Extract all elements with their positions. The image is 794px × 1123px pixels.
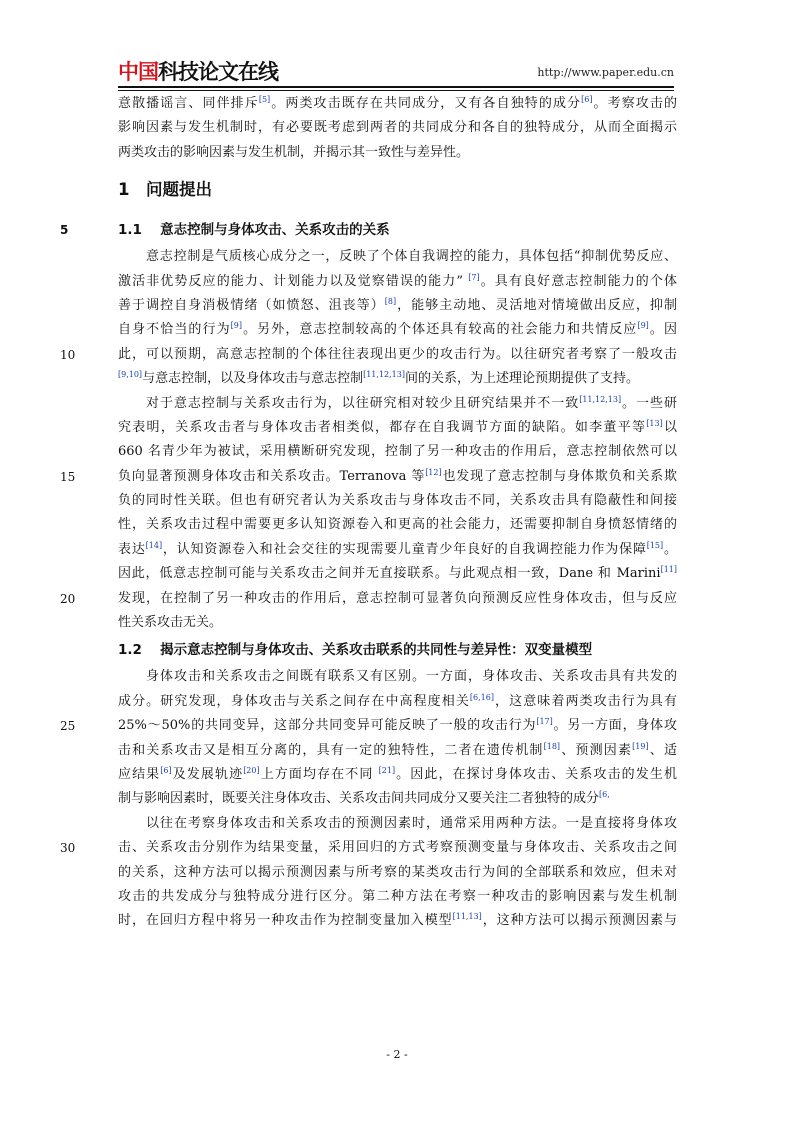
citation-ref[interactable]: [15] bbox=[646, 540, 664, 550]
citation-ref[interactable]: [9] bbox=[230, 321, 243, 331]
citation-ref[interactable]: [21] bbox=[378, 765, 396, 775]
text-run: 身体攻击和关系攻击之间既有联系又有区别。一方面，身体攻击、关系攻击具有共发的 bbox=[146, 669, 677, 685]
text-run: 影响因素与发生机制时，有必要既考虑到两者的共同成分和各自的独特成分，从而全面揭示 bbox=[118, 120, 677, 136]
citation-ref[interactable]: [19] bbox=[632, 741, 649, 751]
text-line bbox=[118, 270, 677, 294]
text-run: 。 bbox=[663, 541, 677, 557]
text-line bbox=[118, 392, 677, 416]
page-number: - 2 - bbox=[386, 1048, 408, 1061]
text-line bbox=[118, 611, 677, 635]
text-run: ，这意味着两类攻击行为具有 bbox=[493, 693, 677, 709]
text-run: 性，关系攻击过程中需要更多认知资源卷入和更高的社会能力，还需要抑制自身愤怒情绪的 bbox=[118, 517, 677, 533]
site-logo bbox=[118, 60, 278, 84]
text-line bbox=[118, 141, 677, 165]
text-run: ，能够主动地、灵活地对情境做出反应，抑制 bbox=[396, 297, 677, 313]
header-rule-thick bbox=[118, 86, 674, 88]
text-run: 间的关系，为上述理论预期提供了支持。 bbox=[404, 371, 639, 387]
citation-ref[interactable]: [20] bbox=[243, 765, 260, 775]
citation-ref[interactable]: [11,13] bbox=[452, 912, 482, 922]
text-run: 意散播谣言、同伴排斥 bbox=[118, 96, 259, 111]
text-line bbox=[60, 836, 677, 860]
text-run: 与意志控制，以及身体攻击与意志控制 bbox=[142, 371, 364, 387]
text-run: ，这种方法可以揭示预测因素与 bbox=[481, 913, 677, 929]
text-line bbox=[118, 245, 677, 269]
text-run: 制与影响因素时，既要关注身体攻击、关系攻击间共同成分又要关注二者独特的成分 bbox=[118, 791, 600, 807]
text-line bbox=[118, 318, 677, 342]
text-run: 负的同时性关联。但也有研究者认为关系攻击与身体攻击不同，关系攻击具有隐蔽性和间接 bbox=[118, 493, 677, 509]
citation-ref[interactable]: [14] bbox=[145, 540, 163, 550]
citation-ref[interactable]: [6,16] bbox=[469, 692, 494, 702]
text-line bbox=[118, 739, 677, 763]
citation-ref[interactable]: [7] bbox=[468, 272, 480, 282]
text-line bbox=[118, 538, 677, 562]
text-line bbox=[60, 465, 677, 489]
text-run: 。考察攻击的 bbox=[592, 96, 677, 111]
text-run: ，认知资源卷入和社会交往的实现需要儿童青少年良好的自我调控能力作为保障 bbox=[162, 541, 647, 557]
citation-ref[interactable]: [11,12,13] bbox=[579, 394, 622, 404]
text-line bbox=[118, 489, 677, 513]
text-line bbox=[118, 861, 677, 885]
text-run: 击和关系攻击又是相互分离的，具有一定的独特性，二者在遗传机制 bbox=[118, 742, 544, 758]
text-run: 。另一方面，身体攻 bbox=[552, 718, 677, 734]
text-run: 1.2 揭示意志控制与身体攻击、关系攻击联系的共同性与差异性：双变量模型 bbox=[118, 642, 593, 659]
text-line bbox=[118, 787, 677, 811]
text-run: 。因 bbox=[648, 322, 677, 338]
text-run: 。因此，在探讨身体攻击、关系攻击的发生机 bbox=[395, 766, 677, 782]
citation-ref[interactable]: [6, bbox=[599, 790, 610, 800]
text-run: 及发展轨迹 bbox=[171, 766, 244, 782]
text-run: 究表明，关系攻击者与身体攻击者相类似，都存在自我调节方面的缺陷。如李董平等 bbox=[118, 419, 647, 435]
text-run: 对于意志控制与关系攻击行为，以往研究相对较少且研究结果并不一致 bbox=[146, 395, 580, 411]
text-line bbox=[118, 513, 677, 537]
text-run: 负向显著预测身体攻击和关系攻击。Terranova 等 bbox=[118, 468, 426, 484]
subsection-heading bbox=[118, 635, 677, 665]
citation-ref[interactable]: [11] bbox=[660, 565, 677, 575]
text-run: 此，可以预期，高意志控制的个体往往表现出更少的攻击行为。以往研究者考察了一般攻击 bbox=[118, 346, 677, 362]
paper-body bbox=[60, 92, 677, 934]
text-line bbox=[60, 587, 677, 611]
citation-ref[interactable]: [13] bbox=[646, 418, 663, 428]
text-run: 、适 bbox=[648, 742, 677, 758]
text-run: 攻击的共发成分与独特成分进行区分。第二种方法在考察一种攻击的影响因素与发生机制 bbox=[118, 888, 677, 904]
line-number: 5 bbox=[60, 223, 69, 238]
citation-ref[interactable]: [8] bbox=[384, 296, 397, 306]
text-line bbox=[60, 714, 677, 738]
header-rule-thin bbox=[118, 90, 674, 91]
text-run: 应结果 bbox=[118, 766, 161, 782]
citation-ref[interactable]: [11,12,13] bbox=[363, 370, 405, 380]
text-line bbox=[118, 885, 677, 909]
text-run: 激活非优势反应的能力、计划能力以及觉察错误的能力” bbox=[118, 273, 469, 289]
line-number: 20 bbox=[60, 591, 76, 606]
text-run: 表达 bbox=[118, 541, 146, 557]
section-heading bbox=[118, 165, 677, 215]
text-run: 性关系攻击无关。 bbox=[118, 615, 223, 631]
subsection-heading bbox=[60, 215, 677, 245]
text-run: 。另外，意志控制较高的个体还具有较高的社会能力和共情反应 bbox=[242, 322, 638, 338]
text-line bbox=[118, 812, 677, 836]
line-number: 15 bbox=[60, 469, 76, 484]
citation-ref[interactable]: [18] bbox=[543, 741, 561, 751]
text-run: 的关系，这种方法可以揭示预测因素与所考察的某类攻击行为间的全部联系和效应，但未对 bbox=[118, 864, 677, 880]
text-line bbox=[118, 690, 677, 714]
text-line bbox=[118, 909, 677, 933]
text-line bbox=[118, 416, 677, 440]
text-run: 1.1 意志控制与身体攻击、关系攻击的关系 bbox=[118, 222, 390, 239]
text-line bbox=[118, 92, 677, 116]
text-run: 、预测因素 bbox=[560, 742, 633, 758]
text-line bbox=[118, 294, 677, 318]
text-run: 660 名青少年为被试，采用横断研究发现，控制了另一种攻击的作用后，意志控制依然可以 bbox=[118, 444, 677, 460]
text-run: 时，在回归方程中将另一种攻击作为控制变量加入模型 bbox=[118, 913, 453, 929]
text-run: 自身不恰当的行为 bbox=[118, 322, 231, 338]
line-number: 25 bbox=[60, 719, 76, 734]
text-line bbox=[118, 763, 677, 787]
text-line bbox=[118, 665, 677, 689]
citation-ref[interactable]: [6] bbox=[160, 765, 172, 775]
text-run: 25%～50%的共同变异，这部分共同变异可能反映了一般的攻击行为 bbox=[118, 718, 537, 734]
text-run: 意志控制是气质核心成分之一，反映了个体自我调控的能力，具体包括“抑制优势反应、 bbox=[146, 249, 677, 265]
citation-ref[interactable]: [5] bbox=[258, 95, 271, 104]
text-run: 1 问题提出 bbox=[118, 180, 212, 200]
text-run: 发现，在控制了另一种攻击的作用后，意志控制可显著负向预测反应性身体攻击，但与反应 bbox=[118, 590, 677, 606]
text-run: 上方面均存在不同 bbox=[259, 766, 379, 782]
text-run: 成分。研究发现，身体攻击与关系之间存在中高程度相关 bbox=[118, 693, 470, 709]
text-run: 因此，低意志控制可能与关系攻击之间并无直接联系。与此观点相一致，Dane 和 Marini bbox=[118, 566, 661, 582]
text-run: 两类攻击的影响因素与发生机制，并揭示其一致性与差异性。 bbox=[118, 144, 470, 160]
text-line bbox=[118, 440, 677, 464]
line-number: 10 bbox=[60, 347, 76, 362]
text-run: 也发现了意志控制与身体欺负和关系欺 bbox=[441, 468, 677, 484]
logo-red-text: 中国 bbox=[118, 60, 158, 84]
citation-ref[interactable]: [12] bbox=[425, 467, 442, 477]
text-line bbox=[60, 343, 677, 367]
text-run: 击、关系攻击分别作为结果变量，采用回归的方式考察预测变量与身体攻击、关系攻击之间 bbox=[118, 840, 677, 856]
text-run: 。一些研 bbox=[621, 395, 677, 411]
header-url: http://www.paper.edu.cn bbox=[537, 66, 674, 79]
text-line bbox=[118, 367, 677, 391]
logo-black-text: 科技论文在线 bbox=[158, 60, 278, 84]
citation-ref[interactable]: [9] bbox=[637, 321, 649, 331]
citation-ref[interactable]: [9,10] bbox=[118, 370, 143, 380]
text-run: 善于调控自身消极情绪（如愤怒、沮丧等） bbox=[118, 297, 385, 313]
text-run: 。具有良好意志控制能力的个体 bbox=[479, 273, 677, 289]
citation-ref[interactable]: [6] bbox=[581, 95, 593, 104]
text-run: 。两类攻击既存在共同成分，又有各自独特的成分 bbox=[270, 96, 582, 111]
text-run: 以往在考察身体攻击和关系攻击的预测因素时，通常采用两种方法。一是直接将身体攻 bbox=[146, 815, 677, 831]
text-run: 以 bbox=[662, 419, 677, 435]
text-line bbox=[118, 116, 677, 140]
citation-ref[interactable]: [17] bbox=[536, 717, 553, 727]
text-line bbox=[118, 562, 677, 586]
line-number: 30 bbox=[60, 841, 76, 856]
